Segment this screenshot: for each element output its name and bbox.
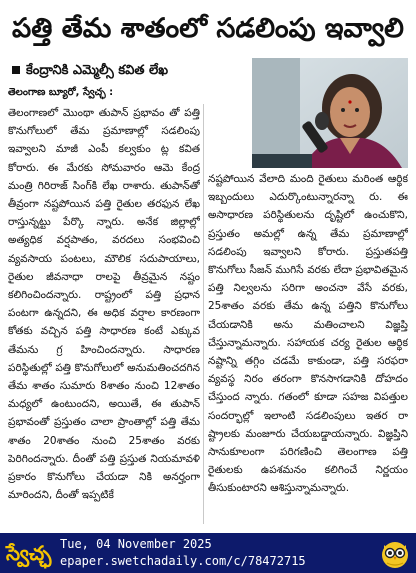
epaper-footer <box>0 533 416 573</box>
bullet-square-icon <box>12 66 20 74</box>
portrait-photo <box>252 58 408 168</box>
brand-logo: స్వేచ్ఛ <box>6 541 52 565</box>
article-paragraph: నష్టపోయిన వేలాది మంది రైతులు మరింత ఆర్థిక ఇబ్బందులు ఎదుర్కొంటున్నారన్నా రు. ఈ అసాధారణ పరిస్థితులను దృష్టిలో ఉంచుకొని, ప్రస్తుతం అమల్లో ఉన్న తేమ ప్రమాణాల్లో సడలింపు ఇవ్వాలని కోరారు. ప్రస్తుతపత్తి కొనుగోలు సీజన్ ముగిసే వరకు లేదా ప్రభావితమైన పత్తి నిల్వలను సరిగా అంచనా వేసే వరకు, 25శాతం వరకు తేమ ఉన్న పత్తిని కొనుగోలు చేయడానికి అను మతించాలని విజ్ఞప్తి చేస్తున్నామన్నారు. సహాయక చర్య రైతుల ఆర్థిక నష్టాన్ని తగ్గిం చడమే కాకుండా, పత్తి సరఫరా వ్యవస్థ నిరం తరంగా కొనసాగడానికి దోహదం చేస్తుంద న్నారు. గతంలో కూడా సహజ విపత్తుల సందర్భాల్లో ఇలాంటి సడలింపులు ఇతర రా ష్ట్రాలకు మంజూరు చేయబడ్డాయన్నారు. విజ్ఞప్తిని సానుకూలంగా పరిగణించి తెలంగాణ పత్తి రైతులకు ఉపశమనం కలిగించే నిర్ణయం తీసుకుంటారని ఆశిస్తున్నామన్నారు. <box>208 173 408 495</box>
column-divider <box>203 104 204 524</box>
article-photo <box>252 58 408 168</box>
article-column-left <box>8 104 200 528</box>
deck-text: కేంద్రానికి ఎమ్మెల్సీ కవిత లేఖ <box>26 63 169 78</box>
owl-icon <box>380 537 410 569</box>
dateline: తెలంగాణ బ్యూరో, స్వేచ్ఛ : <box>8 87 114 98</box>
article-paragraph: తెలంగాణలో మొంథా తుపాన్ ప్రభావం తో పత్తి కొనుగోలులో తేమ ప్రమాణాల్లో సడలింపు ఇవ్వాలని మాజీ ఎంపీ కల్వకుం ట్ల కవిత కోరారు. ఈ మేరకు సోమవారం ఆమె కేంద్ర మంత్రి గిరిరాజ్ సింగ్‌కి లేఖ రాశారు. తుపాన్‌తో తీవ్రంగా నష్టపోయిన పత్తి రైతుల తరఫున లేఖ రాస్తున్నట్టు పేర్కొ న్నారు. అనేక జిల్లాల్లో అత్యధిక వర్షపాతం, వరదలు సంభవించి వ్యవసాయ పంటలు, మౌలిక సదుపాయాలు, రైతుల జీవనాధా రాలపై తీవ్రమైన నష్టం కలిగించిందన్నారు. రాష్ట్రంలో పత్తి ప్రధాన పంటగా ఉన్నదని, ఈ అధిక వర్షాల కారణంగా కోతకు వచ్చిన పత్తి సాధారణ కంటే ఎక్కువ తేమను గ్ర హించిందన్నారు. సాధారణ పరిస్థితుల్లో పత్తి కొనుగోలులో అనుమతించదగిన తేమ శాతం సుమారు 8శాతం నుంచి 12శాతం మధ్యలో ఉంటుందని, అయితే, ఈ తుపాన్ ప్రభావంతో ప్రస్తుతం చాలా ప్రాంతాల్లో పత్తి తేమ శాతం 20శాతం నుంచి 25శాతం వరకు పెరిగిందన్నారు. దీంతో పత్తి ప్రస్తుత నియమావళి ప్రకారం కొనుగోలు చేయడా నికి అనర్హంగా మారిందని, దీంతో ఇప్పటికే <box>8 107 200 502</box>
footer-url[interactable]: epaper.swetchadaily.com/c/78472715 <box>60 554 306 568</box>
headline: పత్తి తేమ శాతంలో సడలింపు ఇవ్వాలి <box>12 13 404 44</box>
footer-date: Tue, 04 November 2025 <box>60 537 212 551</box>
article-column-right <box>208 170 408 528</box>
deck-line <box>8 60 246 82</box>
